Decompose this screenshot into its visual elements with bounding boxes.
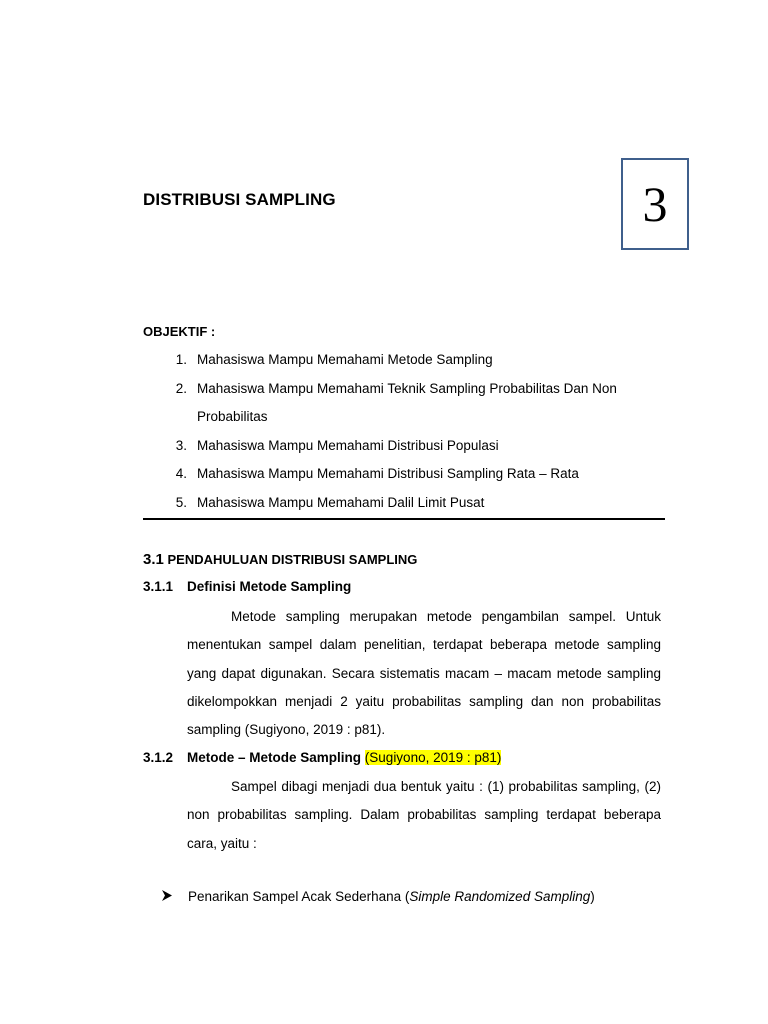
subsection-heading-definisi [143,579,351,594]
list-item [143,460,663,489]
list-item-text: Mahasiswa Mampu Memahami Distribusi Populasi [197,437,499,453]
objectives-heading: OBJEKTIF : [143,324,216,339]
section-title: PENDAHULUAN DISTRIBUSI SAMPLING [167,552,418,567]
chapter-number: 3 [642,176,668,232]
list-item-number: 5. [175,494,187,510]
objectives-list [143,346,663,517]
section-number: 3.1 [143,551,164,568]
list-item [143,375,663,432]
list-item-number: 3. [175,437,187,453]
subsection-title: Definisi Metode Sampling [187,579,352,594]
subsection-heading-metode [143,750,501,765]
section-heading [143,551,417,568]
paragraph-metode: Sampel dibagi menjadi dua bentuk yaitu : (1) probabilitas sampling, (2) non probabilitas sampling. Dalam probabilitas sampling terdapat beberapa cara, yaitu : [187,779,661,851]
list-item [143,346,663,375]
bullet-text: Penarikan Sampel Acak Sederhana (Simple Randomized Sampling) [188,889,595,904]
highlighted-citation: (Sugiyono, 2019 : p81) [364,750,502,765]
list-item-number: 1. [175,352,187,367]
paragraph-definisi: Metode sampling merupakan metode pengambilan sampel. Untuk menentukan sampel dalam penelitian, terdapat beberapa metode sampling yang dapat digunakan. Secara sistematis macam – macam metode sampling dikelompokkan menjadi 2 yaitu probabilitas sampling dan non probabilitas sampling (Sugiyono, 2019 : p81). [187,609,661,738]
chapter-title: DISTRIBUSI SAMPLING [143,190,336,209]
bullet-item [162,889,595,904]
section-divider [143,518,665,520]
list-item-text: Mahasiswa Mampu Memahami Metode Sampling [197,352,493,367]
chapter-number-box [621,158,689,250]
arrow-bullet-icon [162,890,188,904]
subsection-number: 3.1.2 [143,750,174,765]
list-item [143,432,663,461]
list-item-text: Mahasiswa Mampu Memahami Teknik Sampling Probabilitas Dan Non Probabilitas [197,380,617,424]
bullet-italic-text: Simple Randomized Sampling [409,889,591,904]
list-item [143,489,663,518]
subsection-number: 3.1.1 [143,579,174,594]
list-item-text: Mahasiswa Mampu Memahami Dalil Limit Pusat [197,494,485,510]
list-item-number: 2. [175,380,187,396]
subsection-title: Metode – Metode Sampling [187,750,362,765]
list-item-text: Mahasiswa Mampu Memahami Distribusi Sampling Rata – Rata [197,466,579,481]
list-item-number: 4. [175,466,187,481]
